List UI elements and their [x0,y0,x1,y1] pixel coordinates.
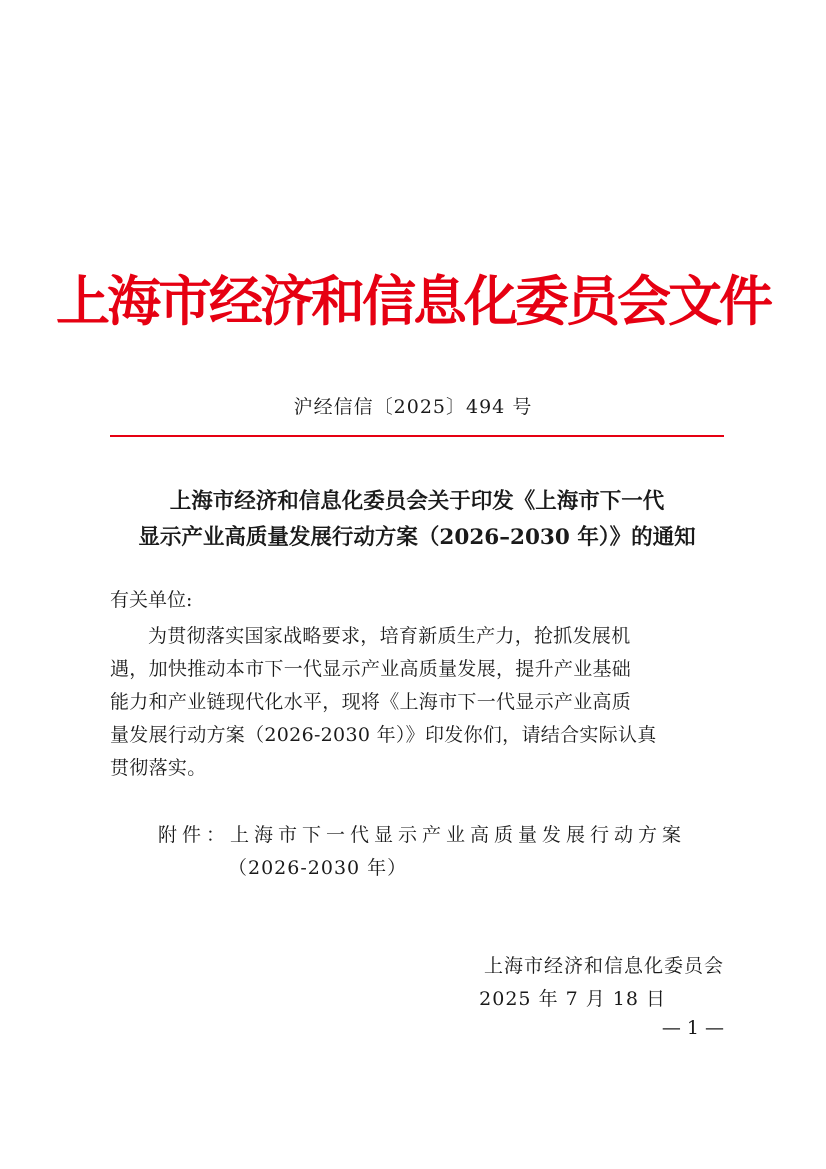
attachment-line-1: 附件：上海市下一代显示产业高质量发展行动方案 [158,824,687,846]
attachment-line-2: （2026-2030 年） [228,857,408,879]
signature-block [110,950,724,1016]
salutation: 有关单位: [110,589,193,611]
body-line-2: 遇，加快推动本市下一代显示产业高质量发展，提升产业基础 [110,658,632,680]
notice-title [110,484,724,556]
notice-title-line-2: 显示产业高质量发展行动方案（2026–2030 年）》的通知 [138,525,696,550]
issue-date: 2025 年 7 月 18 日 [479,988,666,1010]
body-line-5: 贯彻落实。 [110,757,207,779]
body-paragraph [110,620,724,785]
document-number: 沪经信信〔2025〕494 号 [293,396,533,418]
body-line-4: 量发展行动方案（2026-2030 年）》印发你们，请结合实际认真 [110,724,657,746]
notice-title-line-1: 上海市经济和信息化委员会关于印发《上海市下一代 [169,489,665,514]
issuing-organization: 上海市经济和信息化委员会 [483,955,724,977]
body-line-1: 为贯彻落实国家战略要求，培育新质生产力，抢抓发展机 [148,625,631,647]
masthead-title: 上海市经济和信息化委员会文件 [56,269,770,333]
body-line-3: 能力和产业链现代化水平，现将《上海市下一代显示产业高质 [110,691,632,713]
attachment-note [110,819,724,885]
red-divider-line [110,435,724,437]
page-number: — 1 — [661,1017,724,1039]
